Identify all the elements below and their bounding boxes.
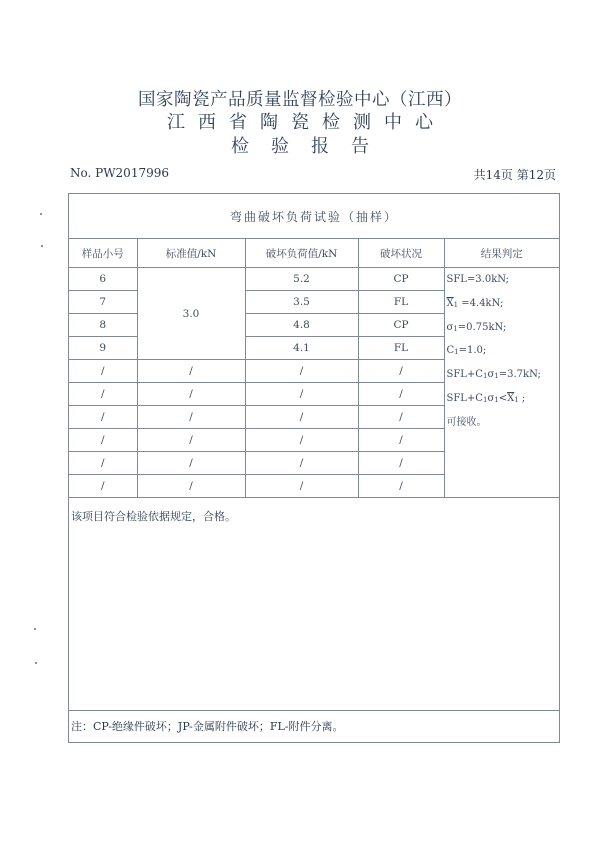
slash-cell: / bbox=[245, 406, 358, 429]
scan-speck bbox=[40, 213, 42, 215]
result-line: C1=1.0; bbox=[446, 345, 487, 357]
slash-cell: / bbox=[69, 475, 137, 498]
standard-value: 3.0 bbox=[137, 268, 245, 360]
header-failure-status: 破坏状况 bbox=[358, 239, 444, 268]
note-divider bbox=[69, 710, 559, 711]
slash-cell: / bbox=[137, 406, 245, 429]
failure-load: 3.5 bbox=[245, 291, 358, 314]
result-judgement bbox=[444, 268, 559, 498]
report-title: 检验报告 bbox=[231, 136, 391, 157]
bending-load-table bbox=[69, 194, 559, 498]
slash-cell: / bbox=[137, 475, 245, 498]
failure-load: 4.1 bbox=[245, 337, 358, 360]
result-line: SFL=3.0kN; bbox=[446, 274, 510, 285]
sample-no: 6 bbox=[69, 268, 137, 291]
slash-cell: / bbox=[69, 429, 137, 452]
conclusion-text: 该项目符合检验依据规定，合格。 bbox=[71, 510, 236, 523]
slash-cell: / bbox=[245, 452, 358, 475]
sample-no: 7 bbox=[69, 291, 137, 314]
test-record-box bbox=[68, 193, 560, 743]
slash-cell: / bbox=[358, 360, 444, 383]
footnote: 注：CP-绝缘件破坏；JP-金属附件破坏；FL-附件分离。 bbox=[71, 720, 344, 733]
page-info: 共14页 第12页 bbox=[473, 168, 556, 182]
scan-speck bbox=[41, 245, 43, 247]
table-row bbox=[69, 268, 559, 291]
failure-status: CP bbox=[358, 314, 444, 337]
slash-cell: / bbox=[69, 360, 137, 383]
slash-cell: / bbox=[245, 383, 358, 406]
scan-speck bbox=[35, 662, 37, 664]
failure-status: FL bbox=[358, 337, 444, 360]
slash-cell: / bbox=[245, 429, 358, 452]
slash-cell: / bbox=[358, 429, 444, 452]
report-number: No. PW2017996 bbox=[70, 166, 169, 180]
slash-cell: / bbox=[358, 406, 444, 429]
table-caption: 弯曲破坏负荷试验（抽样） bbox=[69, 194, 559, 239]
result-line: $SFL+C1\sigma 1<\overline{X}1$ ; bbox=[446, 392, 526, 404]
result-line: $\overline{X}1 =4.4kN$; bbox=[446, 297, 504, 309]
result-line: SFL+C1σ1=3.7kN; bbox=[446, 369, 541, 381]
failure-status: CP bbox=[358, 268, 444, 291]
center-name-title: 国家陶瓷产品质量监督检验中心（江西） bbox=[138, 90, 462, 110]
slash-cell: / bbox=[137, 360, 245, 383]
slash-cell: / bbox=[137, 383, 245, 406]
slash-cell: / bbox=[137, 452, 245, 475]
header-standard-value: 标准值/kN bbox=[137, 239, 245, 268]
slash-cell: / bbox=[69, 452, 137, 475]
slash-cell: / bbox=[69, 383, 137, 406]
slash-cell: / bbox=[358, 383, 444, 406]
header-sample-no: 样品小号 bbox=[69, 239, 137, 268]
failure-load: 5.2 bbox=[245, 268, 358, 291]
failure-load: 4.8 bbox=[245, 314, 358, 337]
sample-no: 8 bbox=[69, 314, 137, 337]
slash-cell: / bbox=[358, 452, 444, 475]
header-result: 结果判定 bbox=[444, 239, 559, 268]
slash-cell: / bbox=[137, 429, 245, 452]
scan-speck bbox=[34, 628, 36, 630]
slash-cell: / bbox=[358, 475, 444, 498]
slash-cell: / bbox=[245, 475, 358, 498]
result-line: 可接收。 bbox=[446, 416, 487, 428]
slash-cell: / bbox=[69, 406, 137, 429]
sample-no: 9 bbox=[69, 337, 137, 360]
slash-cell: / bbox=[245, 360, 358, 383]
center-subtitle: 江西省陶瓷检测中心 bbox=[167, 112, 446, 133]
result-line: σ1=0.75kN; bbox=[446, 321, 507, 333]
failure-status: FL bbox=[358, 291, 444, 314]
header-failure-load: 破坏负荷值/kN bbox=[245, 239, 358, 268]
